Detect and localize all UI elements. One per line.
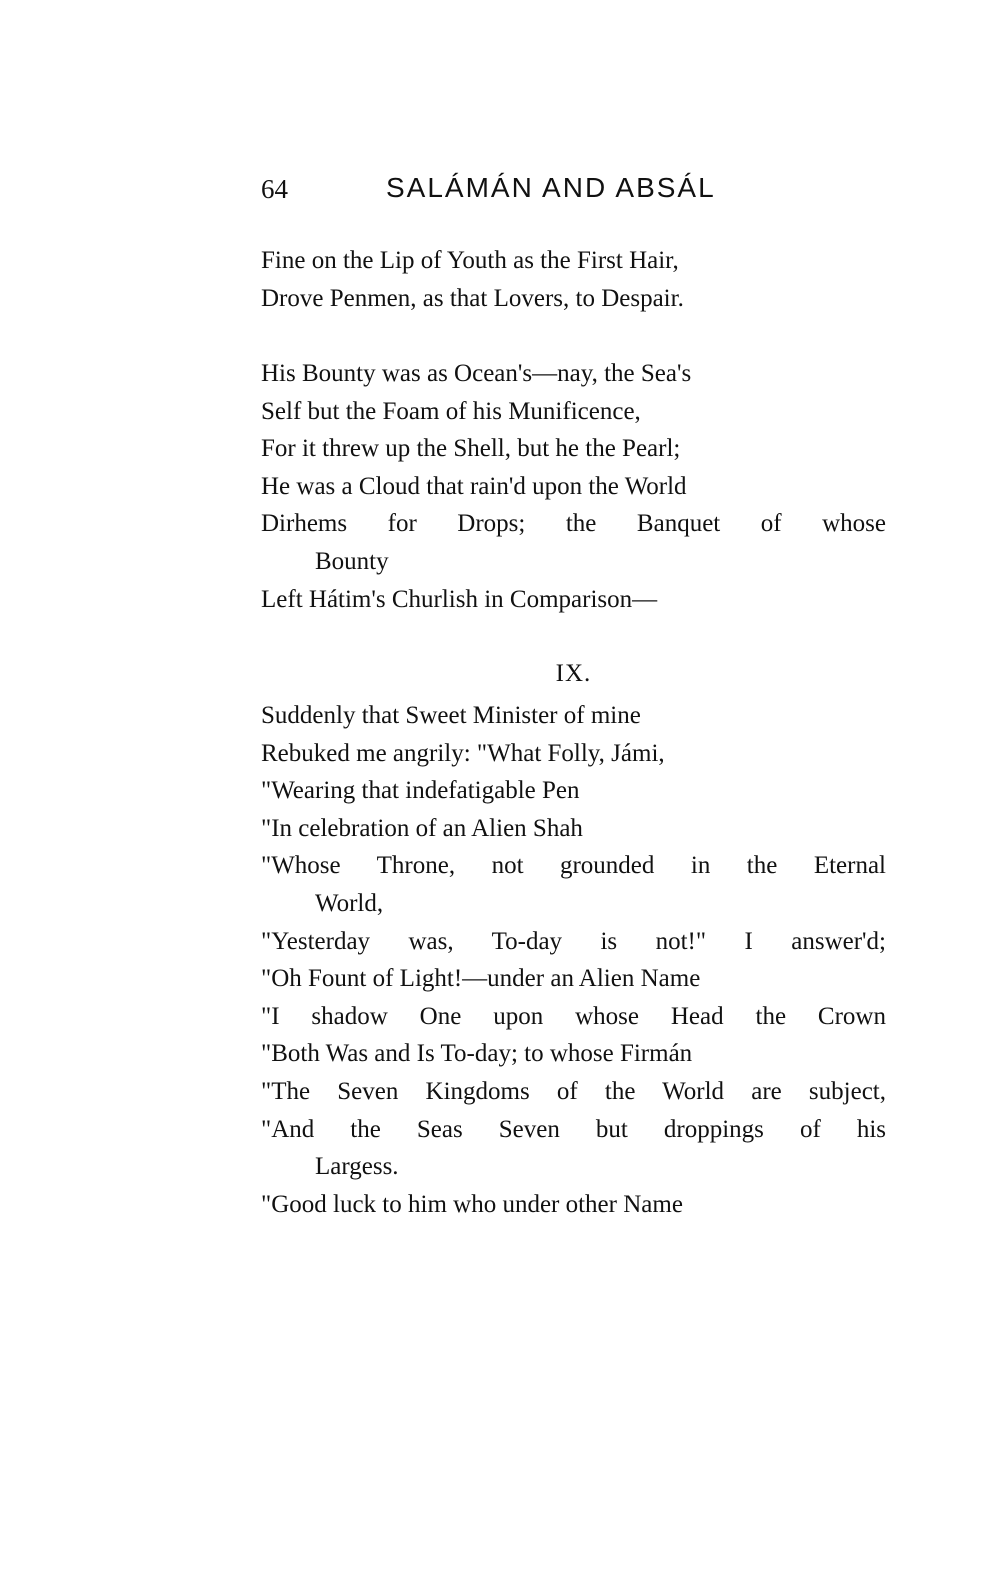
verse-line: "Good luck to him who under other Name — [261, 1190, 683, 1218]
verse-line: Suddenly that Sweet Minister of mine — [261, 702, 641, 729]
verse-line-continuation: Bounty — [315, 547, 389, 575]
verse-line: "Yesterday was, To-day is not!" I answer'd; — [261, 927, 886, 955]
verse-line: "The Seven Kingdoms of the World are subject, — [261, 1077, 886, 1105]
verse-line: "Oh Fount of Light!—under an Alien Name — [261, 965, 701, 993]
verse-line: He was a Cloud that rain'd upon the World — [261, 472, 687, 500]
page-header — [261, 168, 881, 214]
verse-line: Self but the Foam of his Munificence, — [261, 397, 641, 425]
stanza-bounty — [261, 355, 886, 618]
verse-line: His Bounty was as Ocean's—nay, the Sea's — [261, 360, 692, 387]
stanza-opening-couplet — [261, 242, 886, 317]
verse-line: "Wearing that indefatigable Pen — [261, 777, 580, 805]
running-title: SALÁMÁN AND ABSÁL — [386, 172, 716, 203]
verse-line: Left Hátim's Churlish in Comparison— — [261, 585, 658, 613]
verse-line: "And the Seas Seven but droppings of his — [261, 1115, 886, 1143]
stanza-section-ix — [261, 697, 886, 1223]
verse-line: "I shadow One upon whose Head the Crown — [261, 1002, 886, 1030]
verse-line: "Whose Throne, not grounded in the Eternal — [261, 852, 886, 880]
verse-line: Rebuked me angrily: "What Folly, Jámi, — [261, 739, 665, 767]
verse-line: "In celebration of an Alien Shah — [261, 814, 583, 842]
verse-line: Fine on the Lip of Youth as the First Hair, — [261, 247, 679, 274]
verse-line-continuation: Largess. — [315, 1153, 399, 1181]
verse-line: For it threw up the Shell, but he the Pearl; — [261, 435, 681, 463]
verse-line: Dirhems for Drops; the Banquet of whose — [261, 510, 886, 538]
verse-line: Drove Penmen, as that Lovers, to Despair. — [261, 284, 684, 312]
verse-line-continuation: World, — [315, 889, 384, 917]
verse-line: "Both Was and Is To-day; to whose Firmán — [261, 1040, 693, 1068]
section-heading: IX. — [555, 660, 592, 687]
page-number: 64 — [261, 174, 288, 204]
